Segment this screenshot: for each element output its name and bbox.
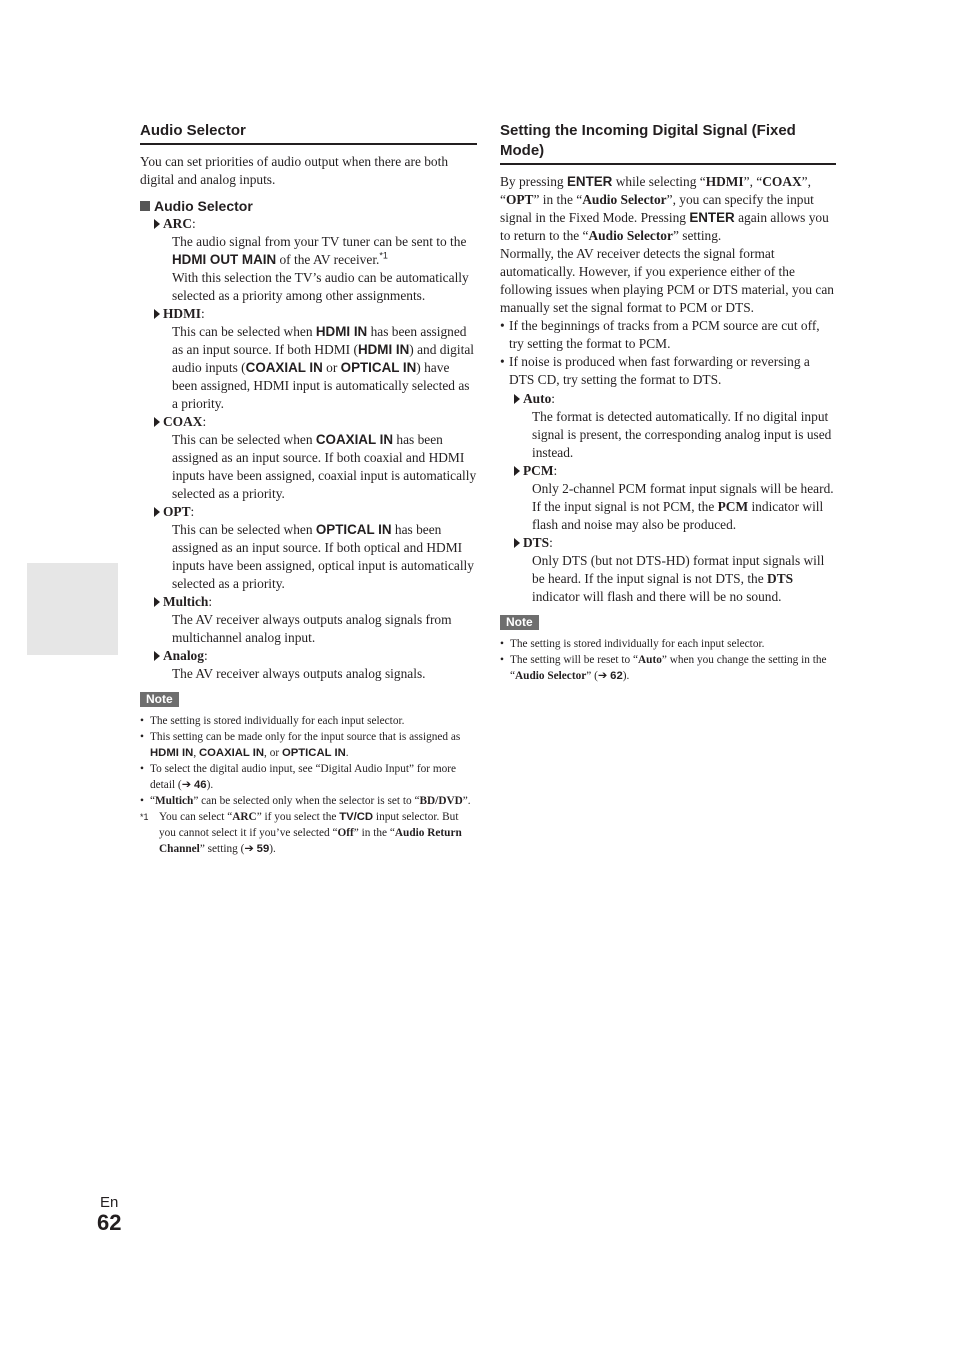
option-opt-desc (172, 521, 477, 593)
keyword: OPTICAL IN (281, 747, 346, 759)
page-ref: 46 (193, 779, 207, 791)
note-list (140, 713, 477, 809)
text: ” if you select the (256, 811, 340, 823)
keyword: OPT (505, 192, 534, 207)
text: By pressing (500, 174, 567, 189)
option-dts-desc (532, 552, 836, 606)
text: ”, you can specify the input signal in the Fixed Mode. Pressing (500, 192, 814, 225)
keyword: HDMI OUT MAIN (172, 252, 277, 267)
text: , or (264, 747, 282, 759)
keyword: Auto (638, 654, 662, 666)
page-ref: 62 (610, 670, 623, 682)
text: ”, “ (500, 174, 811, 207)
keyword: Audio Selector (515, 670, 587, 682)
note-item: • The setting will be reset to “Auto” when you change the setting in the “Audio Selector” (➔ 62). (500, 654, 827, 682)
option-pcm-desc (532, 480, 836, 534)
option-analog-desc: The AV receiver always outputs analog signals. (172, 666, 426, 681)
note-badge: Note (140, 692, 179, 707)
text: The setting is stored individually for each input selector. (150, 715, 405, 727)
text: of the AV receiver. (276, 252, 380, 267)
audio-selector-subheading (140, 197, 477, 215)
text: ). (622, 670, 630, 682)
text: . (345, 747, 349, 759)
fixed-mode-heading: Setting the Incoming Digital Signal (Fixed Mode) (500, 121, 836, 165)
text: ). (269, 843, 276, 855)
right-column (500, 121, 836, 684)
text: ” when you change the setting in the “ (510, 654, 827, 682)
option-opt: OPT: (154, 503, 477, 521)
text: This can be selected when (172, 432, 316, 447)
text: ”, “ (743, 174, 763, 189)
page-language: En (100, 1194, 119, 1211)
keyword: Multich (155, 795, 194, 807)
page-number: 62 (97, 1210, 122, 1235)
text: Only DTS (but not DTS-HD) format input signals will be heard. If the input signal is not DTS, the (532, 553, 825, 586)
arrow-right-icon: ➔ (244, 843, 254, 855)
option-dts-label: DTS (523, 535, 550, 550)
text: ” setting. (672, 228, 722, 243)
bullet-item: • If noise is produced when fast forwarding or reversing a DTS CD, try setting the format to DTS. (500, 354, 810, 387)
keyword: Audio Return Channel (159, 827, 462, 855)
option-hdmi: HDMI: (154, 305, 477, 323)
option-pcm: PCM: (514, 462, 836, 480)
keyword: BD/DVD (419, 795, 463, 807)
keyword: Audio Selector (582, 192, 667, 207)
text: To select the digital audio input, see “Digital Audio Input” for more detail ( (150, 763, 457, 791)
text: again allows you to return to the “ (500, 210, 829, 243)
triangle-right-icon (154, 651, 160, 661)
footnote-ref: *1 (379, 250, 388, 261)
text: has been assigned as an input source. If both coaxial and HDMI inputs have been assigned, coaxial input is automatically selected as a priority. (172, 432, 477, 501)
text: , (193, 747, 199, 759)
subheading-text: Audio Selector (154, 198, 253, 214)
triangle-right-icon (514, 538, 520, 548)
keyword: ARC (232, 811, 257, 823)
triangle-right-icon (514, 394, 520, 404)
keyword: OPTICAL IN (340, 360, 417, 375)
footnote (140, 809, 477, 857)
text: or (322, 360, 341, 375)
text: ) have been assigned, HDMI input is automatically selected as a priority. (172, 360, 470, 411)
text: ” can be selected only when the selector is set to “ (193, 795, 420, 807)
note-item: • The setting is stored individually for each input selector. (500, 638, 765, 650)
bullet-item: • If the beginnings of tracks from a PCM source are cut off, try setting the format to PCM. (500, 318, 820, 351)
text: has been assigned as an input source. If both optical and HDMI inputs have been assigned, optical input is automatically selected as a priority. (172, 522, 474, 591)
text: If noise is produced when fast forwarding or reversing a DTS CD, try setting the format to DTS. (509, 354, 810, 387)
keyword: Audio Selector (588, 228, 673, 243)
keyword: ENTER (566, 174, 613, 189)
text: ” setting ( (199, 843, 245, 855)
keyword: HDMI IN (315, 324, 368, 339)
triangle-right-icon (154, 219, 160, 229)
option-auto: Auto: (514, 390, 836, 408)
text: This setting can be made only for the input source that is assigned as (150, 731, 461, 743)
option-coax: COAX: (154, 413, 477, 431)
keyword: DTS (767, 571, 794, 586)
text: ” ( (586, 670, 598, 682)
keyword: COAXIAL IN (198, 747, 265, 759)
page-ref: 59 (256, 843, 270, 855)
text: ). (206, 779, 214, 791)
keyword: COAXIAL IN (245, 360, 323, 375)
option-multich: Multich: (154, 593, 477, 611)
text: “ (150, 795, 156, 807)
text: You can select “ (159, 811, 233, 823)
square-bullet-icon (140, 201, 150, 211)
intro-text: You can set priorities of audio output when there are both digital and analog inputs. (140, 154, 449, 187)
option-pcm-label: PCM (523, 463, 554, 478)
option-auto-label: Auto (523, 391, 552, 406)
text: ” in the “ (353, 827, 395, 839)
text: ”. (462, 795, 471, 807)
text: ” in the “ (533, 192, 583, 207)
triangle-right-icon (154, 417, 160, 427)
option-multich-label: Multich (163, 594, 209, 609)
keyword: Off (337, 827, 354, 839)
footnote-mark: *1 (140, 812, 149, 822)
option-arc-label: ARC (163, 216, 193, 231)
note-section (500, 613, 836, 684)
arrow-right-icon: ➔ (181, 779, 192, 791)
option-dts: DTS: (514, 534, 836, 552)
note-item: • To select the digital audio input, see “Digital Audio Input” for more detail (➔ 46). (140, 763, 457, 791)
option-hdmi-label: HDMI (163, 306, 201, 321)
option-arc: ARC: (154, 215, 477, 233)
option-auto-desc: The format is detected automatically. If no digital input signal is present, the corresponding analog input is used instead. (532, 409, 832, 460)
option-analog: Analog: (154, 647, 477, 665)
note-item: • “Multich” can be selected only when the selector is set to “BD/DVD”. (140, 795, 471, 807)
fixed-mode-intro (500, 173, 836, 245)
keyword: HDMI (705, 174, 744, 189)
option-arc-desc (172, 233, 477, 305)
option-coax-label: COAX (163, 414, 203, 429)
keyword: HDMI IN (150, 747, 194, 759)
note-item: • This setting can be made only for the input source that is assigned as HDMI IN, COAXIAL IN, or OPTICAL IN. (140, 731, 461, 759)
option-coax-desc (172, 431, 477, 503)
left-column (140, 121, 477, 857)
note-section (140, 690, 477, 857)
audio-selector-heading: Audio Selector (140, 121, 477, 145)
triangle-right-icon (154, 597, 160, 607)
text: The setting will be reset to “ (510, 654, 638, 666)
text: This can be selected when (172, 324, 316, 339)
fixed-mode-explanation: Normally, the AV receiver detects the signal format automatically. However, if you experience either of the following issues when playing PCM or DTS material, you can manually set the signal format to PCM or DTS. (500, 246, 834, 315)
text: The audio signal from your TV tuner can be sent to the (172, 234, 467, 249)
triangle-right-icon (514, 466, 520, 476)
text: has been assigned as an input source. If both HDMI ( (172, 324, 467, 357)
keyword: PCM (717, 499, 749, 514)
triangle-right-icon (154, 309, 160, 319)
option-opt-label: OPT (163, 504, 191, 519)
text: This can be selected when (172, 522, 316, 537)
text: while selecting “ (612, 174, 706, 189)
keyword: TV/CD (339, 811, 374, 823)
text: indicator will flash and noise may also be produced. (532, 499, 824, 532)
triangle-right-icon (154, 507, 160, 517)
keyword: COAX (762, 174, 802, 189)
note-badge: Note (500, 615, 539, 630)
note-list (500, 636, 836, 684)
option-analog-label: Analog (163, 648, 204, 663)
text: If the beginnings of tracks from a PCM source are cut off, try setting the format to PCM. (509, 318, 820, 351)
side-tab (27, 563, 118, 655)
option-multich-desc: The AV receiver always outputs analog signals from multichannel analog input. (172, 612, 452, 645)
text: The setting is stored individually for each input selector. (510, 638, 765, 650)
text: With this selection the TV’s audio can be automatically selected as a priority among other assignments. (172, 270, 469, 303)
keyword: OPTICAL IN (315, 522, 392, 537)
arrow-right-icon: ➔ (597, 670, 608, 682)
text: input selector. But you cannot select it if you’ve selected “ (159, 811, 459, 839)
text: Only 2-channel PCM format input signals will be heard. If the input signal is not PCM, the (532, 481, 834, 514)
text: indicator will flash and there will be no sound. (532, 589, 782, 604)
keyword: COAXIAL IN (315, 432, 394, 447)
text: ) and digital audio inputs ( (172, 342, 474, 375)
note-item: • The setting is stored individually for each input selector. (140, 715, 405, 727)
option-hdmi-desc (172, 323, 477, 413)
keyword: ENTER (689, 210, 735, 225)
keyword: HDMI IN (357, 342, 410, 357)
